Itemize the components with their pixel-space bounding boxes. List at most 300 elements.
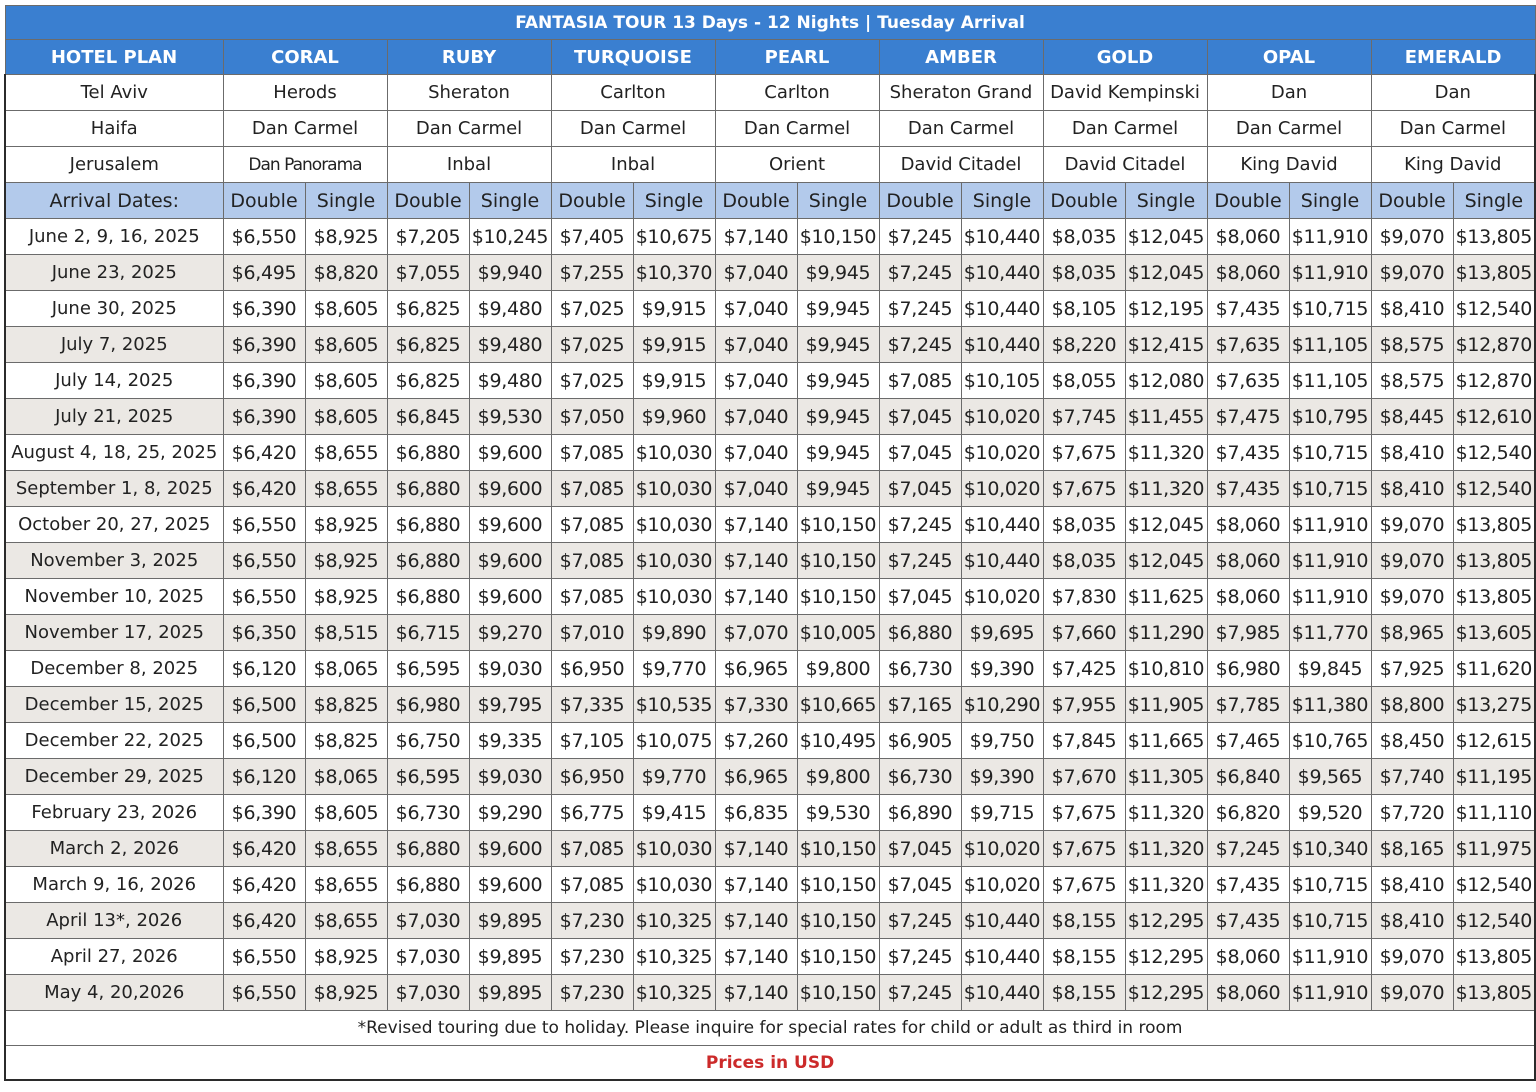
double-price: $7,675 — [1043, 471, 1125, 507]
single-price: $8,925 — [305, 543, 387, 579]
single-price: $12,295 — [1125, 975, 1207, 1011]
single-price: $9,800 — [797, 759, 879, 795]
table-row — [5, 651, 1535, 687]
single-price: $13,805 — [1453, 939, 1535, 975]
double-price: $6,880 — [387, 543, 469, 579]
double-price: $7,675 — [1043, 435, 1125, 471]
single-price: $12,540 — [1453, 903, 1535, 939]
double-price: $7,245 — [879, 219, 961, 255]
single-price: $8,925 — [305, 939, 387, 975]
single-price: $10,020 — [961, 471, 1043, 507]
single-price: $9,290 — [469, 795, 551, 831]
single-price: $12,295 — [1125, 903, 1207, 939]
double-price: $8,410 — [1371, 903, 1453, 939]
double-price: $6,500 — [223, 723, 305, 759]
single-price: $10,715 — [1289, 903, 1371, 939]
hotel-row-jerusalem — [5, 147, 1535, 183]
double-price: $7,040 — [715, 399, 797, 435]
double-price: $6,495 — [223, 255, 305, 291]
single-price: $9,600 — [469, 435, 551, 471]
plan-gold: GOLD — [1043, 40, 1207, 75]
single-price: $8,925 — [305, 579, 387, 615]
single-price: $10,290 — [961, 687, 1043, 723]
double-price: $7,230 — [551, 903, 633, 939]
double-price: $7,635 — [1207, 327, 1289, 363]
double-price: $6,880 — [387, 831, 469, 867]
single-price: $11,910 — [1289, 219, 1371, 255]
double-header: Double — [879, 183, 961, 219]
single-price: $11,105 — [1289, 363, 1371, 399]
double-price: $7,040 — [715, 291, 797, 327]
double-price: $8,410 — [1371, 435, 1453, 471]
double-price: $6,825 — [387, 327, 469, 363]
single-price: $10,715 — [1289, 435, 1371, 471]
double-header: Double — [551, 183, 633, 219]
double-price: $7,085 — [551, 831, 633, 867]
double-header: Double — [1371, 183, 1453, 219]
plan-coral: CORAL — [223, 40, 387, 75]
double-price: $8,450 — [1371, 723, 1453, 759]
title-row — [5, 6, 1535, 40]
single-price: $11,910 — [1289, 507, 1371, 543]
hotel-name: David Citadel — [879, 147, 1043, 183]
table-row — [5, 903, 1535, 939]
single-price: $12,615 — [1453, 723, 1535, 759]
single-price: $11,305 — [1125, 759, 1207, 795]
single-price: $12,870 — [1453, 327, 1535, 363]
table-row — [5, 543, 1535, 579]
double-price: $8,165 — [1371, 831, 1453, 867]
single-price: $11,195 — [1453, 759, 1535, 795]
single-price: $9,480 — [469, 327, 551, 363]
double-price: $7,045 — [879, 435, 961, 471]
single-price: $10,440 — [961, 291, 1043, 327]
single-price: $11,625 — [1125, 579, 1207, 615]
table-row — [5, 795, 1535, 831]
double-header: Double — [1043, 183, 1125, 219]
single-price: $11,910 — [1289, 579, 1371, 615]
single-price: $8,515 — [305, 615, 387, 651]
single-price: $10,030 — [633, 831, 715, 867]
single-price: $9,895 — [469, 975, 551, 1011]
double-price: $7,085 — [879, 363, 961, 399]
double-price: $7,085 — [551, 507, 633, 543]
single-price: $8,825 — [305, 687, 387, 723]
single-price: $9,480 — [469, 291, 551, 327]
single-price: $10,075 — [633, 723, 715, 759]
double-price: $7,260 — [715, 723, 797, 759]
single-price: $11,910 — [1289, 543, 1371, 579]
double-price: $9,070 — [1371, 975, 1453, 1011]
double-price: $8,060 — [1207, 543, 1289, 579]
hotel-city: Jerusalem — [5, 147, 223, 183]
single-price: $9,415 — [633, 795, 715, 831]
single-price: $11,320 — [1125, 471, 1207, 507]
hotel-name: King David — [1371, 147, 1535, 183]
single-price: $10,150 — [797, 903, 879, 939]
double-price: $8,155 — [1043, 903, 1125, 939]
single-price: $12,540 — [1453, 867, 1535, 903]
double-price: $7,140 — [715, 903, 797, 939]
double-price: $7,720 — [1371, 795, 1453, 831]
single-price: $8,655 — [305, 867, 387, 903]
single-header: Single — [797, 183, 879, 219]
single-price: $9,600 — [469, 507, 551, 543]
arrival-date: June 23, 2025 — [5, 255, 223, 291]
single-price: $9,390 — [961, 759, 1043, 795]
single-price: $9,030 — [469, 759, 551, 795]
double-price: $7,660 — [1043, 615, 1125, 651]
table-row — [5, 939, 1535, 975]
single-price: $10,440 — [961, 507, 1043, 543]
single-price: $10,150 — [797, 219, 879, 255]
single-price: $10,715 — [1289, 291, 1371, 327]
double-price: $7,955 — [1043, 687, 1125, 723]
single-price: $9,030 — [469, 651, 551, 687]
single-price: $10,030 — [633, 507, 715, 543]
single-price: $11,110 — [1453, 795, 1535, 831]
single-price: $8,925 — [305, 507, 387, 543]
single-price: $10,150 — [797, 975, 879, 1011]
single-price: $9,270 — [469, 615, 551, 651]
double-header: Double — [1207, 183, 1289, 219]
single-price: $8,925 — [305, 975, 387, 1011]
single-price: $9,945 — [797, 327, 879, 363]
double-price: $7,675 — [1043, 867, 1125, 903]
single-price: $8,605 — [305, 291, 387, 327]
single-price: $12,045 — [1125, 543, 1207, 579]
arrival-date: July 7, 2025 — [5, 327, 223, 363]
arrival-date: June 2, 9, 16, 2025 — [5, 219, 223, 255]
single-price: $8,605 — [305, 399, 387, 435]
single-price: $9,795 — [469, 687, 551, 723]
double-price: $7,140 — [715, 831, 797, 867]
single-price: $10,030 — [633, 471, 715, 507]
arrival-dates-label: Arrival Dates: — [5, 183, 223, 219]
single-price: $13,805 — [1453, 579, 1535, 615]
arrival-date: May 4, 20,2026 — [5, 975, 223, 1011]
double-price: $6,550 — [223, 507, 305, 543]
single-price: $11,320 — [1125, 867, 1207, 903]
table-row — [5, 399, 1535, 435]
single-price: $11,320 — [1125, 795, 1207, 831]
double-price: $7,040 — [715, 363, 797, 399]
double-price: $6,730 — [879, 651, 961, 687]
double-price: $6,980 — [387, 687, 469, 723]
single-price: $9,600 — [469, 867, 551, 903]
double-price: $7,335 — [551, 687, 633, 723]
single-price: $8,655 — [305, 903, 387, 939]
arrival-date: September 1, 8, 2025 — [5, 471, 223, 507]
single-price: $11,975 — [1453, 831, 1535, 867]
single-price: $10,715 — [1289, 867, 1371, 903]
double-price: $6,965 — [715, 759, 797, 795]
double-price: $6,880 — [387, 435, 469, 471]
single-price: $11,910 — [1289, 255, 1371, 291]
double-price: $9,070 — [1371, 507, 1453, 543]
single-price: $9,945 — [797, 471, 879, 507]
single-price: $8,655 — [305, 471, 387, 507]
single-price: $10,245 — [469, 219, 551, 255]
double-price: $7,435 — [1207, 903, 1289, 939]
single-price: $9,960 — [633, 399, 715, 435]
single-price: $10,150 — [797, 867, 879, 903]
double-price: $7,040 — [715, 327, 797, 363]
single-price: $12,540 — [1453, 291, 1535, 327]
single-price: $9,945 — [797, 291, 879, 327]
double-price: $7,055 — [387, 255, 469, 291]
double-price: $8,105 — [1043, 291, 1125, 327]
double-price: $7,785 — [1207, 687, 1289, 723]
double-price: $6,550 — [223, 219, 305, 255]
single-price: $9,915 — [633, 363, 715, 399]
double-price: $8,035 — [1043, 507, 1125, 543]
double-price: $7,245 — [879, 507, 961, 543]
double-price: $6,950 — [551, 651, 633, 687]
double-price: $7,085 — [551, 579, 633, 615]
plan-header-row — [5, 40, 1535, 75]
double-price: $6,390 — [223, 399, 305, 435]
double-price: $6,775 — [551, 795, 633, 831]
double-price: $7,085 — [551, 471, 633, 507]
double-price: $7,245 — [879, 975, 961, 1011]
single-price: $11,770 — [1289, 615, 1371, 651]
arrival-date: December 8, 2025 — [5, 651, 223, 687]
double-price: $8,060 — [1207, 255, 1289, 291]
plan-header-label: HOTEL PLAN — [5, 40, 223, 75]
double-price: $6,420 — [223, 831, 305, 867]
double-price: $7,405 — [551, 219, 633, 255]
single-price: $8,820 — [305, 255, 387, 291]
double-price: $8,410 — [1371, 291, 1453, 327]
single-price: $9,600 — [469, 831, 551, 867]
single-price: $9,600 — [469, 543, 551, 579]
double-price: $7,435 — [1207, 867, 1289, 903]
double-price: $7,675 — [1043, 831, 1125, 867]
double-price: $7,140 — [715, 867, 797, 903]
double-price: $7,205 — [387, 219, 469, 255]
double-price: $6,595 — [387, 651, 469, 687]
single-price: $9,715 — [961, 795, 1043, 831]
table-row — [5, 975, 1535, 1011]
single-price: $10,030 — [633, 543, 715, 579]
single-price: $11,665 — [1125, 723, 1207, 759]
double-price: $7,165 — [879, 687, 961, 723]
hotel-name: Dan Carmel — [715, 111, 879, 147]
double-price: $7,245 — [879, 327, 961, 363]
double-price: $7,245 — [879, 543, 961, 579]
double-price: $7,085 — [551, 543, 633, 579]
single-price: $9,770 — [633, 759, 715, 795]
double-price: $7,040 — [715, 471, 797, 507]
single-price: $11,320 — [1125, 831, 1207, 867]
single-price: $10,440 — [961, 255, 1043, 291]
double-price: $7,070 — [715, 615, 797, 651]
single-price: $10,325 — [633, 903, 715, 939]
double-price: $7,245 — [879, 939, 961, 975]
single-price: $9,940 — [469, 255, 551, 291]
double-price: $6,820 — [1207, 795, 1289, 831]
hotel-name: David Kempinski — [1043, 75, 1207, 111]
double-price: $6,730 — [387, 795, 469, 831]
double-price: $7,245 — [879, 255, 961, 291]
arrival-date: November 10, 2025 — [5, 579, 223, 615]
double-price: $7,830 — [1043, 579, 1125, 615]
table-title: FANTASIA TOUR 13 Days - 12 Nights | Tuesday Arrival — [5, 6, 1535, 40]
double-price: $7,140 — [715, 219, 797, 255]
single-price: $9,520 — [1289, 795, 1371, 831]
single-price: $12,415 — [1125, 327, 1207, 363]
note-row — [5, 1011, 1535, 1046]
double-price: $7,010 — [551, 615, 633, 651]
table-row — [5, 507, 1535, 543]
double-price: $7,140 — [715, 579, 797, 615]
double-price: $7,845 — [1043, 723, 1125, 759]
single-price: $10,150 — [797, 831, 879, 867]
single-price: $10,810 — [1125, 651, 1207, 687]
double-header: Double — [223, 183, 305, 219]
single-price: $13,275 — [1453, 687, 1535, 723]
double-price: $7,085 — [551, 867, 633, 903]
double-price: $8,035 — [1043, 543, 1125, 579]
single-price: $12,080 — [1125, 363, 1207, 399]
table-row — [5, 867, 1535, 903]
single-price: $12,045 — [1125, 219, 1207, 255]
single-price: $10,005 — [797, 615, 879, 651]
hotel-name: Sheraton — [387, 75, 551, 111]
double-price: $6,750 — [387, 723, 469, 759]
table-row — [5, 687, 1535, 723]
double-price: $7,025 — [551, 363, 633, 399]
single-price: $9,600 — [469, 471, 551, 507]
arrival-date: April 27, 2026 — [5, 939, 223, 975]
single-price: $10,440 — [961, 327, 1043, 363]
double-price: $7,255 — [551, 255, 633, 291]
single-price: $10,105 — [961, 363, 1043, 399]
double-price: $6,420 — [223, 471, 305, 507]
double-header: Double — [387, 183, 469, 219]
single-price: $12,610 — [1453, 399, 1535, 435]
double-price: $7,025 — [551, 327, 633, 363]
double-price: $6,420 — [223, 867, 305, 903]
arrival-date: December 15, 2025 — [5, 687, 223, 723]
arrival-date: November 17, 2025 — [5, 615, 223, 651]
double-price: $8,060 — [1207, 579, 1289, 615]
hotel-name: Sheraton Grand — [879, 75, 1043, 111]
single-price: $10,340 — [1289, 831, 1371, 867]
double-price: $6,880 — [387, 507, 469, 543]
single-price: $11,320 — [1125, 435, 1207, 471]
single-price: $10,325 — [633, 939, 715, 975]
single-price: $10,440 — [961, 939, 1043, 975]
single-price: $10,795 — [1289, 399, 1371, 435]
double-price: $7,045 — [879, 471, 961, 507]
double-price: $7,435 — [1207, 291, 1289, 327]
hotel-name: David Citadel — [1043, 147, 1207, 183]
double-price: $7,045 — [879, 867, 961, 903]
single-price: $12,295 — [1125, 939, 1207, 975]
double-price: $7,230 — [551, 975, 633, 1011]
double-price: $6,965 — [715, 651, 797, 687]
double-price: $6,890 — [879, 795, 961, 831]
double-price: $7,140 — [715, 543, 797, 579]
double-price: $7,045 — [879, 579, 961, 615]
footnote: *Revised touring due to holiday. Please inquire for special rates for child or adult as third in room — [5, 1011, 1535, 1046]
single-price: $8,605 — [305, 327, 387, 363]
arrival-date: March 2, 2026 — [5, 831, 223, 867]
single-price: $9,565 — [1289, 759, 1371, 795]
single-price: $8,605 — [305, 363, 387, 399]
single-price: $8,065 — [305, 651, 387, 687]
arrival-date: December 22, 2025 — [5, 723, 223, 759]
table-row — [5, 579, 1535, 615]
arrival-date: April 13*, 2026 — [5, 903, 223, 939]
double-price: $6,350 — [223, 615, 305, 651]
single-header: Single — [469, 183, 551, 219]
double-price: $7,425 — [1043, 651, 1125, 687]
double-price: $6,120 — [223, 651, 305, 687]
double-price: $8,060 — [1207, 507, 1289, 543]
double-price: $7,045 — [879, 399, 961, 435]
double-price: $7,465 — [1207, 723, 1289, 759]
single-header: Single — [633, 183, 715, 219]
double-price: $8,410 — [1371, 471, 1453, 507]
single-price: $8,065 — [305, 759, 387, 795]
single-price: $9,845 — [1289, 651, 1371, 687]
double-price: $6,825 — [387, 363, 469, 399]
double-price: $7,040 — [715, 435, 797, 471]
double-price: $7,330 — [715, 687, 797, 723]
double-price: $6,120 — [223, 759, 305, 795]
table-row — [5, 435, 1535, 471]
double-price: $6,500 — [223, 687, 305, 723]
single-price: $9,530 — [797, 795, 879, 831]
double-price: $7,030 — [387, 939, 469, 975]
single-price: $10,030 — [633, 867, 715, 903]
pricing-table — [4, 5, 1536, 1081]
single-price: $10,535 — [633, 687, 715, 723]
double-price: $9,070 — [1371, 219, 1453, 255]
hotel-name: Dan — [1207, 75, 1371, 111]
double-price: $6,595 — [387, 759, 469, 795]
single-price: $9,335 — [469, 723, 551, 759]
single-price: $11,380 — [1289, 687, 1371, 723]
hotel-name: Inbal — [551, 147, 715, 183]
double-price: $6,880 — [387, 471, 469, 507]
arrival-date: June 30, 2025 — [5, 291, 223, 327]
single-price: $10,020 — [961, 435, 1043, 471]
single-price: $12,195 — [1125, 291, 1207, 327]
hotel-name: Dan Carmel — [1371, 111, 1535, 147]
double-price: $7,475 — [1207, 399, 1289, 435]
table-row — [5, 759, 1535, 795]
double-price: $6,390 — [223, 327, 305, 363]
single-price: $9,915 — [633, 291, 715, 327]
double-price: $7,105 — [551, 723, 633, 759]
single-price: $12,540 — [1453, 471, 1535, 507]
single-price: $9,895 — [469, 903, 551, 939]
double-price: $8,035 — [1043, 219, 1125, 255]
double-price: $6,550 — [223, 543, 305, 579]
single-price: $12,870 — [1453, 363, 1535, 399]
double-price: $7,745 — [1043, 399, 1125, 435]
hotel-name: Carlton — [551, 75, 715, 111]
single-price: $11,455 — [1125, 399, 1207, 435]
single-price: $10,665 — [797, 687, 879, 723]
single-price: $9,390 — [961, 651, 1043, 687]
double-price: $6,880 — [387, 579, 469, 615]
double-price: $7,230 — [551, 939, 633, 975]
